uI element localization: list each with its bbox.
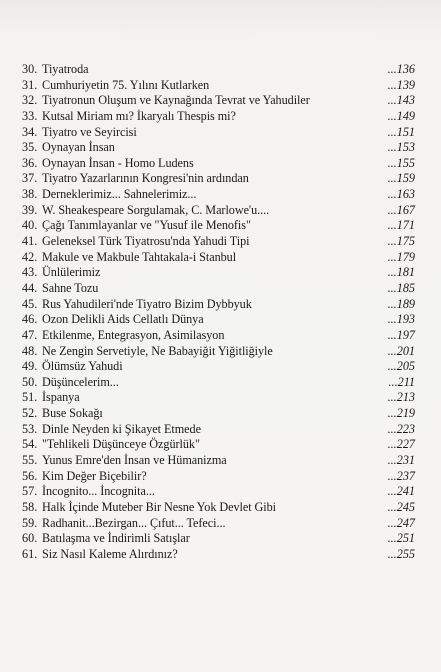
- toc-entry: [22, 516, 420, 532]
- toc-entry-title: Geleneksel Türk Tiyatrosu'nda Yahudi Tipi: [42, 234, 250, 249]
- toc-entry: [22, 328, 420, 344]
- toc-entry-number: 45.: [22, 296, 38, 311]
- toc-entry-number: 34.: [22, 124, 38, 139]
- toc-entry-page: ...255: [387, 546, 415, 561]
- toc-entry-page: ...251: [387, 531, 415, 546]
- toc-entry-title: Tiyatro Yazarlarının Kongresi'nin ardından: [42, 171, 249, 186]
- toc-entry-number: 50.: [22, 374, 38, 389]
- toc-entry-page: ...211: [388, 374, 415, 389]
- toc-entry-title: Halk İçinde Muteber Bir Nesne Yok Devlet Gibi: [42, 499, 277, 514]
- toc-entry-title: Düşüncelerim...: [42, 374, 119, 389]
- toc-entry-number: 54.: [22, 437, 38, 452]
- toc-entry-title: Batılaşma ve İndirimli Satışlar: [42, 531, 190, 546]
- toc-entry-number: 61.: [22, 546, 38, 561]
- toc-entry-page: ...185: [387, 280, 415, 295]
- toc-entry-title: Ölümsüz Yahudi: [42, 359, 123, 374]
- toc-entry-title: Oynayan İnsan: [42, 140, 115, 155]
- toc-entry: [22, 250, 420, 266]
- toc-entry-page: ...175: [387, 234, 415, 249]
- toc-entry-number: 32.: [22, 93, 38, 108]
- toc-entry-title: W. Sheakespeare Sorgulamak, C. Marlowe'u....: [42, 202, 270, 217]
- toc-entry-number: 33.: [22, 108, 38, 123]
- toc-entry-page: ...247: [387, 515, 415, 530]
- toc-entry-title: Makule ve Makbule Tahtakala-i Stanbul: [42, 249, 237, 264]
- toc-entry: [22, 78, 420, 94]
- toc-entry: [22, 93, 420, 109]
- toc-entry-title: Oynayan İnsan - Homo Ludens: [42, 155, 194, 170]
- toc-entry-page: ...231: [387, 453, 415, 468]
- toc-entry-number: 41.: [22, 234, 38, 249]
- toc-entry-title: Çağı Tanımlayanlar ve "Yusuf ile Menofis": [42, 218, 251, 233]
- toc-entry-title: Ünlülerimiz: [42, 265, 101, 280]
- toc-entry: [22, 140, 420, 156]
- toc-entry-number: 37.: [22, 171, 38, 186]
- toc-entry-page: ...159: [387, 171, 415, 186]
- toc-entry-number: 47.: [22, 327, 38, 342]
- toc-entry-title: İspanya: [42, 390, 80, 405]
- toc-entry: [22, 171, 420, 187]
- toc-entry-number: 30.: [22, 62, 38, 76]
- toc-entry-number: 44.: [22, 280, 38, 295]
- toc-entry-page: ...163: [387, 187, 415, 202]
- toc-entry-number: 59.: [22, 515, 38, 530]
- toc-entry: [22, 281, 420, 297]
- toc-entry: [22, 406, 420, 422]
- toc-entry-page: ...193: [387, 312, 415, 327]
- toc-entry-title: Radhanit...Bezirgan... Çıfut... Tefeci...: [42, 515, 226, 530]
- toc-entry-title: Derneklerimiz... Sahnelerimiz...: [42, 187, 197, 202]
- toc-entry-number: 36.: [22, 155, 38, 170]
- toc-entry: [22, 344, 420, 360]
- toc-entry: [22, 484, 420, 500]
- toc-entry-number: 60.: [22, 531, 38, 546]
- toc-entry-page: ...237: [387, 468, 415, 483]
- toc-entry-title: Tiyatronun Oluşum ve Kaynağında Tevrat ve Yahudiler: [42, 93, 310, 108]
- toc-entry-number: 56.: [22, 468, 38, 483]
- toc-entry-title: Ozon Delikli Aids Cellatlı Dünya: [42, 312, 204, 327]
- toc-entry: [22, 109, 420, 125]
- toc-entry: [22, 312, 420, 328]
- toc-entry: [22, 453, 420, 469]
- toc-entry-title: Rus Yahudileri'nde Tiyatro Bizim Dybbyuk: [42, 296, 252, 311]
- toc-entry: [22, 156, 420, 172]
- toc-entry-title: Dinle Neyden ki Şikayet Etmede: [42, 421, 201, 436]
- toc-entry: [22, 547, 420, 563]
- toc-entry-page: ...179: [387, 249, 415, 264]
- toc-entry-page: ...227: [387, 437, 415, 452]
- toc-entry: [22, 390, 420, 406]
- toc-entry-number: 49.: [22, 359, 38, 374]
- toc-entry: [22, 218, 420, 234]
- toc-entry-page: ...167: [387, 202, 415, 217]
- toc-entry: [22, 187, 420, 203]
- toc-entry-title: Kutsal Miriam mı? İkaryalı Thespis mi?: [42, 108, 236, 123]
- toc-entry-number: 40.: [22, 218, 38, 233]
- toc-entry-page: ...143: [387, 93, 415, 108]
- toc-entry-number: 48.: [22, 343, 38, 358]
- toc-entry: [22, 375, 420, 391]
- toc-entry: [22, 469, 420, 485]
- toc-entry-number: 42.: [22, 249, 38, 264]
- toc-entry-page: ...136: [387, 62, 415, 76]
- toc-entry-title: Siz Nasıl Kaleme Alırdınız?: [42, 546, 178, 561]
- toc-entry-number: 51.: [22, 390, 38, 405]
- toc-entry-title: Tiyatro ve Seyircisi: [42, 124, 137, 139]
- toc-entry-number: 53.: [22, 421, 38, 436]
- toc-entry: [22, 359, 420, 375]
- toc-entry: [22, 437, 420, 453]
- toc-entry-page: ...181: [387, 265, 415, 280]
- toc-entry-page: ...139: [387, 77, 415, 92]
- toc-entry: [22, 531, 420, 547]
- toc-entry-title: Cumhuriyetin 75. Yılını Kutlarken: [42, 77, 210, 92]
- toc-entry-page: ...197: [387, 327, 415, 342]
- toc-entry-number: 31.: [22, 77, 38, 92]
- toc-entry-title: Buse Sokağı: [42, 406, 103, 421]
- toc-entry-number: 55.: [22, 453, 38, 468]
- toc-entry-page: ...153: [387, 140, 415, 155]
- toc-entry: [22, 203, 420, 219]
- toc-entry-number: 52.: [22, 406, 38, 421]
- toc-entry-page: ...245: [387, 499, 415, 514]
- toc-entry-number: 38.: [22, 187, 38, 202]
- toc-entry: [22, 422, 420, 438]
- toc-entry-page: ...213: [387, 390, 415, 405]
- toc-entry-number: 46.: [22, 312, 38, 327]
- toc-entry-number: 57.: [22, 484, 38, 499]
- toc-entry-page: ...151: [387, 124, 415, 139]
- toc-entry-number: 43.: [22, 265, 38, 280]
- toc-entry-page: ...205: [387, 359, 415, 374]
- toc-entry-title: Kim Değer Biçebilir?: [42, 468, 147, 483]
- toc-entry-number: 58.: [22, 499, 38, 514]
- toc-entry: [22, 125, 420, 141]
- toc-entry: [22, 265, 420, 281]
- toc-entry-title: Sahne Tozu: [42, 280, 99, 295]
- toc-entry: [22, 500, 420, 516]
- toc-entry-page: ...201: [387, 343, 415, 358]
- toc-entry-page: ...171: [387, 218, 415, 233]
- toc-entry-page: ...223: [387, 421, 415, 436]
- toc-entry-title: Tiyatroda: [42, 62, 89, 76]
- toc-entry-page: ...241: [387, 484, 415, 499]
- toc-entry-number: 35.: [22, 140, 38, 155]
- toc-entry-title: Ne Zengin Servetiyle, Ne Babayiğit Yiğitliğiyle: [42, 343, 273, 358]
- toc-entry-page: ...149: [387, 108, 415, 123]
- toc-entry: [22, 297, 420, 313]
- toc-entry-title: Etkilenme, Entegrasyon, Asimilasyon: [42, 327, 225, 342]
- toc-entry-number: 39.: [22, 202, 38, 217]
- toc-entry-page: ...155: [387, 155, 415, 170]
- toc-entry-title: "Tehlikeli Düşünceye Özgürlük": [42, 437, 200, 452]
- toc-entry: [22, 234, 420, 250]
- toc-entry-page: ...219: [387, 406, 415, 421]
- toc-entry: [22, 62, 420, 78]
- toc-entry-page: ...189: [387, 296, 415, 311]
- table-of-contents: [22, 62, 420, 563]
- toc-entry-title: Yunus Emre'den İnsan ve Hümanizma: [42, 453, 227, 468]
- toc-entry-title: İncognito... İncognita...: [42, 484, 155, 499]
